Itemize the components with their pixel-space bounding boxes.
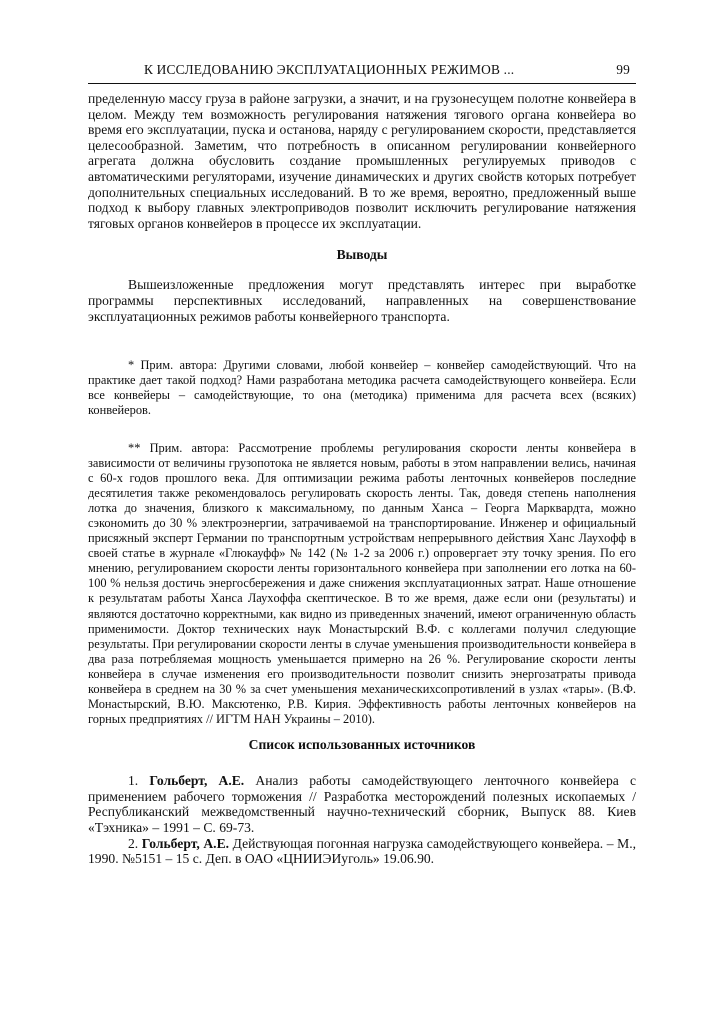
reference-author: Гольберт, А.Е. — [141, 835, 230, 851]
conclusions-paragraph: Вышеизложенные предложения могут представлять интерес при выработке программы перспективных исследований, направленных на совершенствование эксплуатационных режимов работы конвейерного транспорта. — [88, 277, 636, 324]
reference-author: Гольберт, А.Е. — [149, 773, 245, 789]
author-note-1: * Прим. автора: Другими словами, любой конвейер – конвейер самодействующий. Что на практике дает такой подход? Нами разработана методика расчета самодействующего конвейера. Если все конвейеры – самодействующие, то она (методика) применима для расчета всех (всяких) конвейеров. — [88, 358, 636, 418]
reference-text: Действующая погонная нагрузка самодействующего конвейера. – М., 1990. №5151 – 15 с. Деп. в ОАО «ЦНИИЭИуголь» 19.06.90. — [88, 835, 636, 867]
running-title: К ИССЛЕДОВАНИЮ ЭКСПЛУАТАЦИОННЫХ РЕЖИМОВ ... — [144, 62, 515, 77]
page-number: 99 — [616, 62, 630, 77]
reference-item-1 — [88, 773, 636, 835]
reference-number: 2. — [128, 835, 139, 851]
reference-number: 1. — [128, 773, 139, 789]
page — [88, 62, 636, 867]
conclusions-heading: Выводы — [336, 247, 388, 263]
reference-item-2 — [88, 836, 636, 867]
reference-text: Анализ работы самодействующего ленточного конвейера с применением рабочего торможения // Разработка месторождений полезных ископаемых / Республиканский межведомственный научно-технический сборник, Выпуск 88. Киев «Тэхника» – 1991 – С. 69-73. — [88, 773, 636, 836]
running-header — [88, 62, 636, 84]
references-heading: Список использованных источников — [248, 737, 476, 753]
author-note-2: ** Прим. автора: Рассмотрение проблемы регулирования скорости ленты конвейера в зависимости от величины грузопотока не является новым, работы в этом направлении велись, начиная с 60-х годов прошлого века. Для оптимизации режима работы ленточных конвейеров последние десятилетия также рекомендовалось регулировать скорость ленты. Так, доведя степень наполнения лотка до значения, близкого к максимальному, по данным Ханса – Георга Марквардта, можно сэкономить до 30 % электроэнергии, затрачиваемой на транспортирование. Инженер и официальный присяжный эксперт Германии по транспортным устройствам непрерывного действия Ханс Лауxофф в своей статье в журнале «Глюкауфф» № 142 (№ 1-2 за 2006 г.) опровергает эту точку зрения. По его мнению, регулированием скорости ленты горизонтального конвейера при заполнении его лотка на 60-100 % нельзя достичь энергосбережения и даже снижения эксплуатационных затрат. Наше отношение к результатам работы Ханса Лауxоффа скептическое. В то же время, даже если они (результаты) и являются достаточно корректными, как видно из приведенных значений, имеют ограниченную область применимости. Доктор технических наук Монастырский В.Ф. с коллегами получил следующие результаты. При регулировании скорости ленты в случае уменьшения производительности конвейера в два раза потребляемая мощность уменьшается примерно на 26 %. Регулирование скорости ленты конвейера в случае изменения его производительности позволит снизить энергозатраты привода конвейера в среднем на 30 % за счет уменьшения механическихсопротивлений в узлах «тары». (В.Ф. Монастырский, В.Ю. Максютенко, Р.В. Кирия. Эффективность работы ленточных конвейеров на горных предприятиях // ИГТМ НАН Украины – 2010). — [88, 440, 636, 727]
intro-paragraph: пределенную массу груза в районе загрузки, а значит, и на грузонесущем полотне конвейера в целом. Между тем возможность регулирования натяжения тягового органа конвейера во время его эксплуатации, пуска и останова, наряду с регулированием скорости, представляется целесообразной. Заметим, что потребность в описанном регулировании конвейерного агрегата должна обусловить создание промышленных регулируемых приводов с автоматическими регуляторами, изучение динамических и других свойств которых потребует дополнительных специальных исследований. В то же время, вероятно, предложенный выше подход к выбору главных электроприводов позволит исключить регулирование натяжения тяговых органов конвейеров в процессе их эксплуатации. — [88, 91, 636, 231]
